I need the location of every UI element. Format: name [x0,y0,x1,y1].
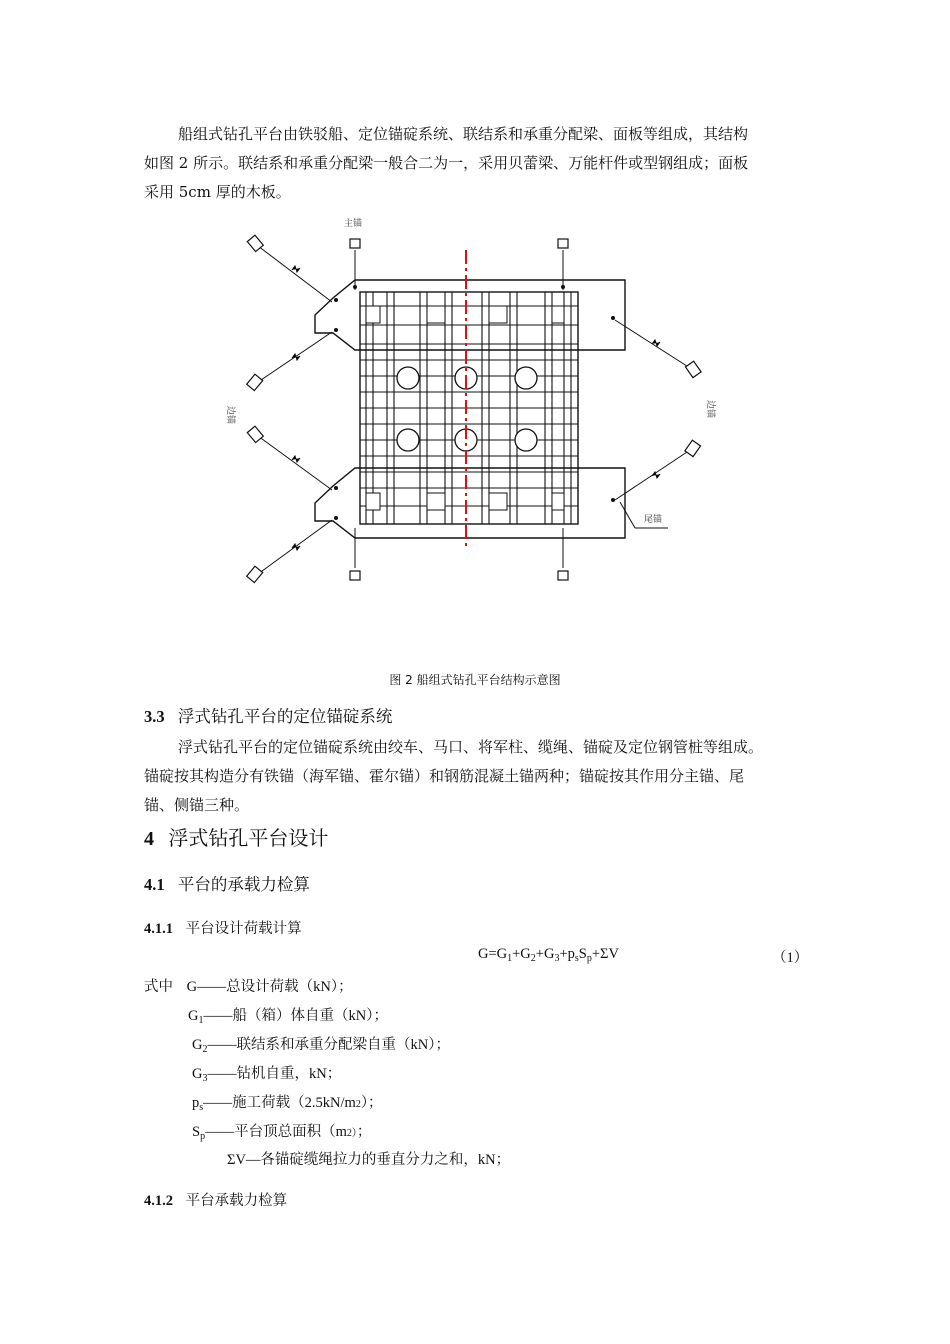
definition-ps: $p_s——$施工荷载（2.5kN/m2）； [192,1095,383,1113]
definition-G3: $G_3——$钻机自重，kN； [192,1066,342,1084]
intro-paragraph [144,120,824,207]
definition-SV: ΣV—各锚碇缆绳拉力的垂直分力之和，kN； [227,1152,511,1168]
section-4-heading [144,822,328,851]
section-title: 平台的承载力检算 [177,875,310,894]
section-number: 4 [144,828,154,850]
intro-line-2: 如图 2 所示。联结系和承重分配梁一般合二为一，采用贝蕾梁、万能杆件或型钢组成；面板 [144,154,749,172]
section-number: 4.1 [144,875,165,894]
section-title: 浮式钻孔平台的定位锚碇系统 [177,707,393,726]
s33-line-2: 锚碇按其构造分有铁锚（海军锚、霍尔锚）和钢筋混凝土锚两种；锚碇按其作用分主锚、尾 [144,767,745,785]
definition-G: 式中 G——总设计荷载（kN）； [144,979,353,995]
definition-G2: $G_2——$联结系和承重分配梁自重（kN）； [192,1037,450,1055]
section-4-1-2-heading [144,1189,287,1210]
beam-grid [360,292,578,524]
label-left-anchor: 边锚 [225,406,235,425]
section-title: 平台设计荷载计算 [185,921,302,937]
section-4-1-heading [144,871,310,895]
label-tail-anchor: 尾锚 [644,515,663,525]
section-3-3-paragraph [144,733,824,820]
section-number: 3.3 [144,707,165,726]
label-right-anchor: 边锚 [705,400,715,419]
section-number: 4.1.2 [144,1193,173,1209]
section-number: 4.1.1 [144,921,173,937]
section-4-1-1-heading [144,917,302,938]
section-title: 平台承载力检算 [185,1193,288,1209]
definition-G1: $G_1——$船（箱）体自重（kN）； [188,1008,388,1026]
label-top-anchor: 主锚 [344,219,363,229]
figure-caption: 图 2 船组式钻孔平台结构示意图 [389,673,561,687]
intro-line-1: 船组式钻孔平台由铁驳船、定位锚碇系统、联结系和承重分配梁、面板等组成，其结构 [178,125,749,143]
section-title: 浮式钻孔平台设计 [168,826,329,850]
definition-prefix: 式中 [144,979,173,995]
figure-2-platform-diagram [220,210,740,600]
equation-1: $G=G_1+G_2+G_3+p_sS_p+\Sigma V$ [478,946,619,964]
definition-Sp: $S_p——$平台顶总面积（m2）； [192,1124,372,1142]
s33-line-3: 锚、侧锚三种。 [144,796,250,814]
intro-line-3: 采用 5cm 厚的木板。 [144,183,291,201]
equation-number: （1） [772,950,809,966]
section-3-3-heading [144,703,392,727]
s33-line-1: 浮式钻孔平台的定位锚碇系统由绞车、马口、将军柱、缆绳、锚碇及定位钢管桩等组成。 [178,738,764,756]
anchor-boxes [247,235,701,582]
